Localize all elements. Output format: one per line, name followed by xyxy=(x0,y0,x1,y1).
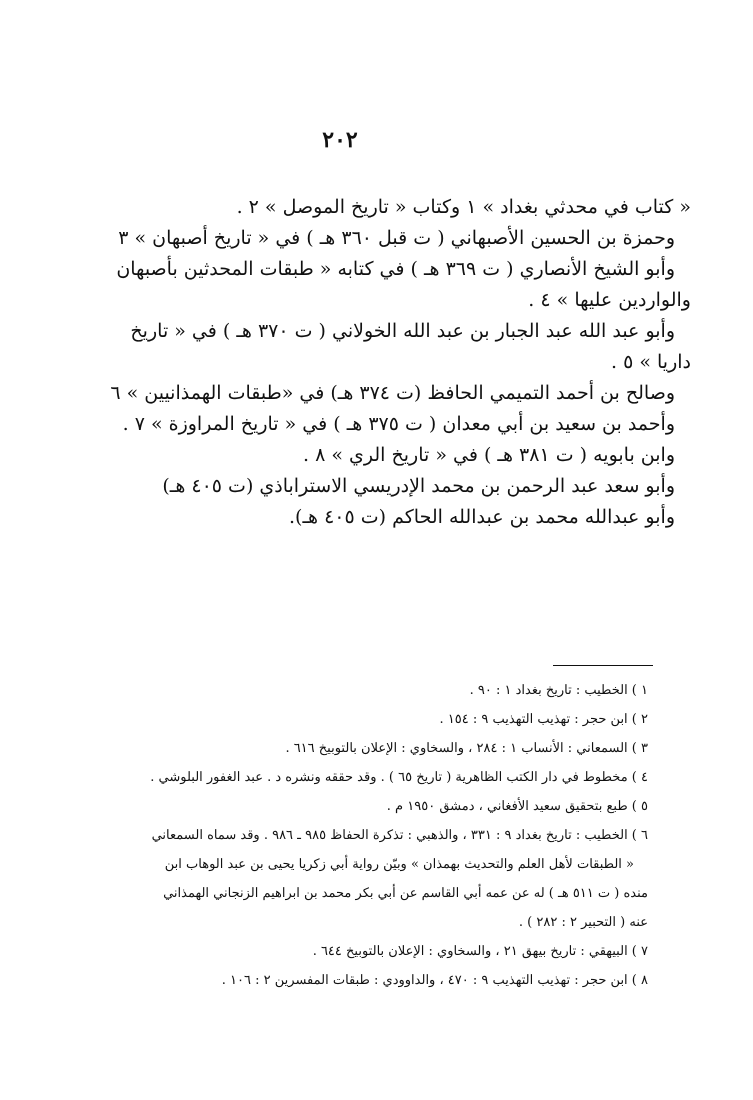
footnote: ٨ ) ابن حجر : تهذيب التهذيب ٩ : ٤٧٠ ، والداوودي : طبقات المفسرين ٢ : ١٠٦ . xyxy=(221,973,648,988)
body-line: وحمزة بن الحسين الأصبهاني ( ت قبل ٣٦٠ هـ ) في « تاريخ أصبهان » ٣ xyxy=(118,227,675,249)
footnote: ٣ ) السمعاني : الأنساب ١ : ٢٨٤ ، والسخاوي : الإعلان بالتوبيخ ٦١٦ . xyxy=(285,741,648,756)
footnote: ٦ ) الخطيب : تاريخ بغداد ٩ : ٣٣١ ، والذهبي : تذكرة الحفاظ ٩٨٥ ـ ٩٨٦ . وقد سماه السمعاني xyxy=(151,828,648,843)
body-line: وأحمد بن سعيد بن أبي معدان ( ت ٣٧٥ هـ ) في « تاريخ المراوزة » ٧ . xyxy=(122,413,675,435)
footnote: ٤ ) مخطوط في دار الكتب الظاهرية ( تاريخ ٦٥ ) . وقد حققه ونشره د . عبد الغفور البلوشي . xyxy=(150,770,648,785)
footnote: ٥ ) طبع بتحقيق سعيد الأفغاني ، دمشق ١٩٥٠ م . xyxy=(386,799,648,814)
footnotes xyxy=(28,676,648,995)
body-line: داريا » ٥ . xyxy=(610,351,691,373)
body-line: وابن بابويه ( ت ٣٨١ هـ ) في « تاريخ الري » ٨ . xyxy=(303,444,675,466)
footnote: ٢ ) ابن حجر : تهذيب التهذيب ٩ : ١٥٤ . xyxy=(439,712,648,727)
footnote-divider xyxy=(553,665,653,666)
footnote-continuation: عنه ( التحبير ٢ : ٢٨٢ ) . xyxy=(518,915,648,930)
footnote-continuation: « الطبقات لأهل العلم والتحديث بهمذان » وبيّن رواية أبي زكريا يحيى بن عبد الوهاب ابن xyxy=(164,857,634,872)
main-text xyxy=(63,192,691,533)
footnote: ٧ ) البيهقي : تاريخ بيهق ٢١ ، والسخاوي : الإعلان بالتوبيخ ٦٤٤ . xyxy=(312,944,648,959)
body-line: وأبو عبد الله عبد الجبار بن عبد الله الخولاني ( ت ٣٧٠ هـ ) في « تاريخ xyxy=(130,320,675,342)
body-line: وصالح بن أحمد التميمي الحافظ (ت ٣٧٤ هـ) في «طبقات الهمذانيين » ٦ xyxy=(110,382,675,404)
body-line: وأبو الشيخ الأنصاري ( ت ٣٦٩ هـ ) في كتابه « طبقات المحدثين بأصبهان xyxy=(116,258,675,280)
body-line: والواردين عليها » ٤ . xyxy=(528,289,691,311)
body-line: وأبو عبدالله محمد بن عبدالله الحاكم (ت ٤٠٥ هـ). xyxy=(289,506,675,528)
body-line: وأبو سعد عبد الرحمن بن محمد الإدريسي الاستراباذي (ت ٤٠٥ هـ) xyxy=(162,475,675,497)
footnote: ١ ) الخطيب : تاريخ بغداد ١ : ٩٠ . xyxy=(469,683,648,698)
footnote-continuation: منده ( ت ٥١١ هـ ) له عن عمه أبي القاسم عن أبي بكر محمد بن ابراهيم الزنجاني الهمذاني xyxy=(163,886,648,901)
body-line: « كتاب في محدثي بغداد » ١ وكتاب « تاريخ الموصل » ٢ . xyxy=(236,196,691,218)
page-number: ٢٠٢ xyxy=(322,127,358,153)
